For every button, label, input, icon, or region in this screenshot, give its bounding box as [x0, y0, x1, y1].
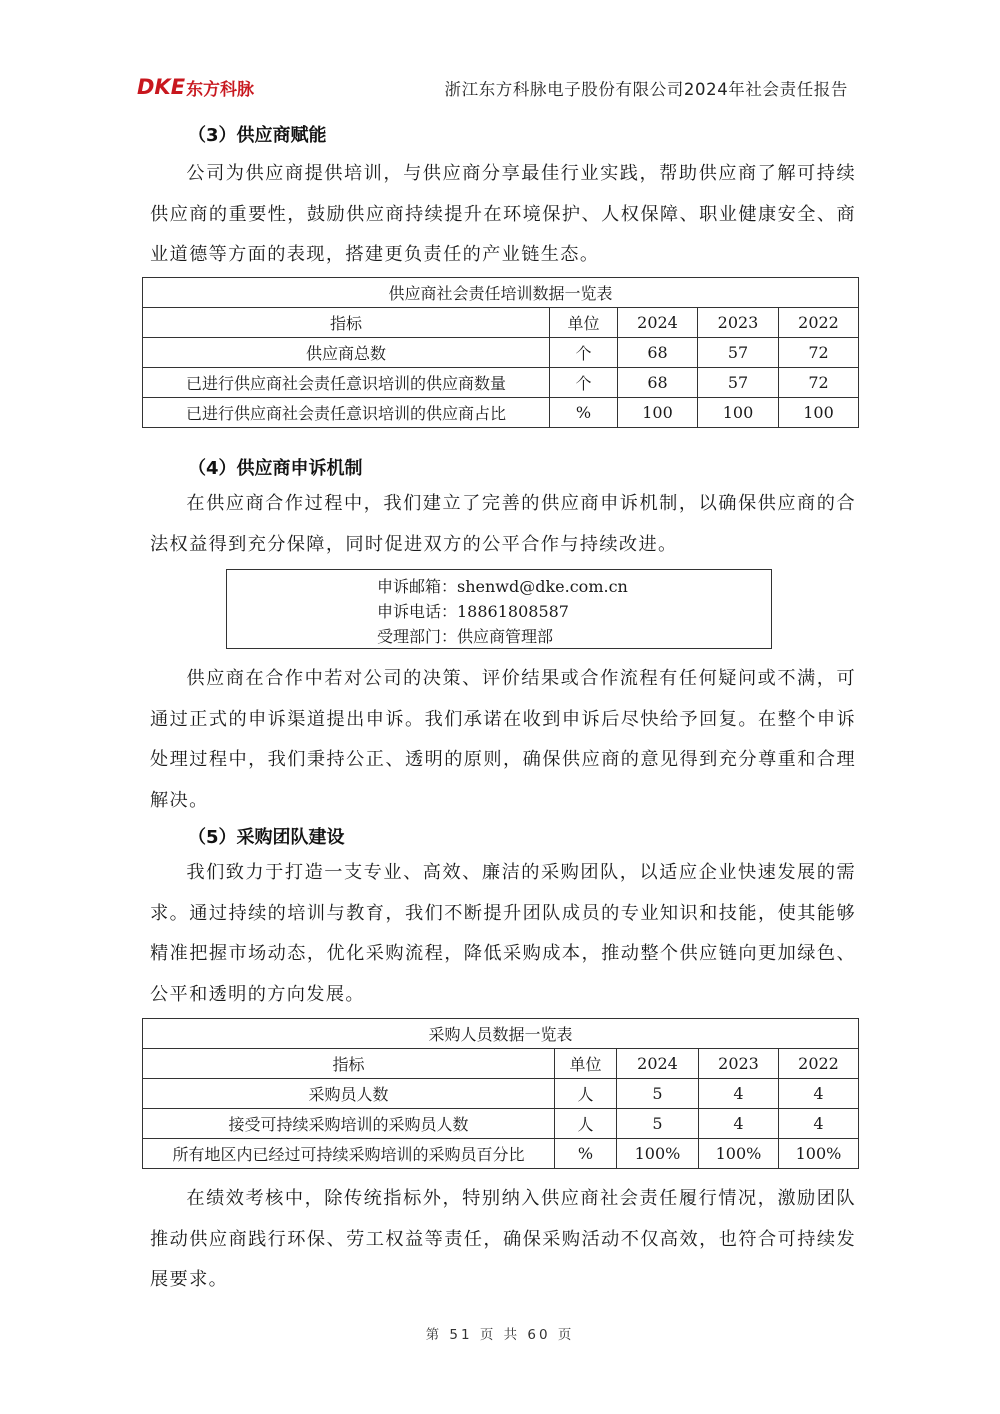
column-header: 单位: [550, 308, 618, 338]
column-header: 2023: [698, 308, 779, 338]
table-cell: 4: [699, 1109, 779, 1139]
table-cell: 个: [550, 368, 618, 398]
table-cell: 100: [779, 398, 859, 428]
table-cell: %: [550, 398, 618, 428]
table-cell: 57: [698, 368, 779, 398]
company-logo: [137, 74, 254, 100]
table-cell: 4: [699, 1079, 779, 1109]
column-header: 指标: [143, 1049, 555, 1079]
table-row: [143, 398, 859, 428]
table-cell: 5: [617, 1079, 699, 1109]
paragraph-procurement-team: 我们致力于打造一支专业、高效、廉洁的采购团队，以适应企业快速发展的需求。通过持续的培训与教育，我们不断提升团队成员的专业知识和技能，使其能够精准把握市场动态，优化采购流程，降低采购成本，推动整个供应链向更加绿色、公平和透明的方向发展。: [150, 862, 856, 1005]
page-number: 第 51 页 共 60 页: [425, 1327, 575, 1343]
column-header: 2022: [779, 1049, 859, 1079]
table-cell: 个: [550, 338, 618, 368]
table-header-row: [143, 308, 859, 338]
table-cell: 68: [618, 338, 698, 368]
table-cell: 供应商总数: [143, 338, 550, 368]
logo-latin: DKE: [137, 75, 186, 99]
table-cell: 57: [698, 338, 779, 368]
table-cell: 所有地区内已经过可持续采购培训的采购员百分比: [143, 1139, 555, 1169]
table-row: [143, 1139, 859, 1169]
table-cell: 100: [698, 398, 779, 428]
appeal-phone: 申诉电话：18861808587: [377, 602, 569, 621]
heading-procurement-team: （5）采购团队建设: [188, 827, 345, 848]
column-header: 指标: [143, 308, 550, 338]
table-row: [143, 1109, 859, 1139]
table-cell: 人: [555, 1109, 617, 1139]
table-cell: 100%: [779, 1139, 859, 1169]
table-cell: 68: [618, 368, 698, 398]
table-cell: 采购员人数: [143, 1079, 555, 1109]
table-title: 供应商社会责任培训数据一览表: [143, 278, 859, 308]
table-cell: 已进行供应商社会责任意识培训的供应商占比: [143, 398, 550, 428]
table-cell: 人: [555, 1079, 617, 1109]
paragraph-supplier-empowerment: 公司为供应商提供培训，与供应商分享最佳行业实践，帮助供应商了解可持续供应商的重要性，鼓励供应商持续提升在环境保护、人权保障、职业健康安全、商业道德等方面的表现，搭建更负责任的产业链生态。: [150, 163, 856, 265]
appeal-contact-box: [226, 569, 772, 649]
appeal-department: 受理部门：供应商管理部: [377, 627, 554, 646]
table-cell: 4: [779, 1079, 859, 1109]
table-title-row: [143, 1019, 859, 1049]
heading-supplier-empowerment: （3）供应商赋能: [188, 125, 327, 146]
table-row: [143, 1079, 859, 1109]
table-header-row: [143, 1049, 859, 1079]
table-title-row: [143, 278, 859, 308]
table-cell: 接受可持续采购培训的采购员人数: [143, 1109, 555, 1139]
appeal-email: 申诉邮箱：shenwd@dke.com.cn: [377, 577, 628, 596]
table-cell: 100%: [617, 1139, 699, 1169]
table-title: 采购人员数据一览表: [143, 1019, 859, 1049]
table-row: [143, 368, 859, 398]
table-cell: %: [555, 1139, 617, 1169]
column-header: 2024: [617, 1049, 699, 1079]
column-header: 2024: [618, 308, 698, 338]
column-header: 2022: [779, 308, 859, 338]
table-cell: 72: [779, 368, 859, 398]
column-header: 2023: [699, 1049, 779, 1079]
table-cell: 4: [779, 1109, 859, 1139]
heading-supplier-appeal: （4）供应商申诉机制: [188, 458, 363, 479]
report-title: 浙江东方科脉电子股份有限公司2024年社会责任报告: [444, 80, 848, 99]
table-cell: 72: [779, 338, 859, 368]
procurement-staff-table: [142, 1018, 859, 1169]
column-header: 单位: [555, 1049, 617, 1079]
table-cell: 100%: [699, 1139, 779, 1169]
paragraph-appeal-process: 供应商在合作中若对公司的决策、评价结果或合作流程有任何疑问或不满，可通过正式的申诉渠道提出申诉。我们承诺在收到申诉后尽快给予回复。在整个申诉处理过程中，我们秉持公正、透明的原则，确保供应商的意见得到充分尊重和合理解决。: [150, 668, 856, 811]
logo-chinese: 东方科脉: [186, 79, 255, 100]
table-cell: 100: [618, 398, 698, 428]
table-row: [143, 338, 859, 368]
paragraph-performance-review: 在绩效考核中，除传统指标外，特别纳入供应商社会责任履行情况，激励团队推动供应商践行环保、劳工权益等责任，确保采购活动不仅高效，也符合可持续发展要求。: [150, 1188, 856, 1290]
table-cell: 5: [617, 1109, 699, 1139]
table-cell: 已进行供应商社会责任意识培训的供应商数量: [143, 368, 550, 398]
paragraph-appeal-intro: 在供应商合作过程中，我们建立了完善的供应商申诉机制，以确保供应商的合法权益得到充分保障，同时促进双方的公平合作与持续改进。: [150, 493, 856, 555]
supplier-training-table: [142, 277, 859, 428]
